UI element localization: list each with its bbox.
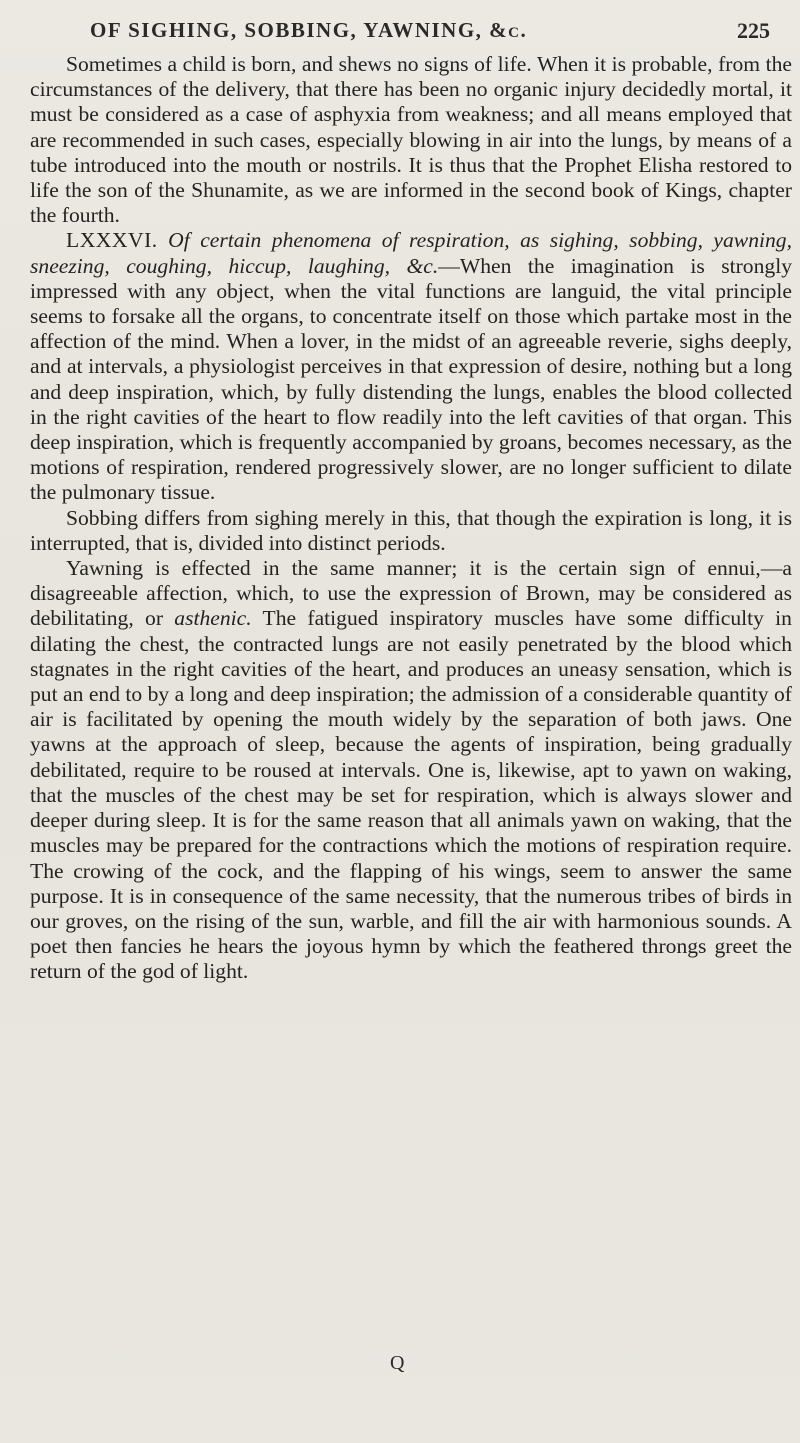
section-title: Of certain phenomena of respiration, as sighing, sobbing, yawning, sneezing, coughing, hiccup, laughing, &c. (30, 228, 792, 278)
paragraph-section-86 (30, 228, 792, 505)
page-number: 225 (737, 18, 770, 43)
paragraph-asphyxia: Sometimes a child is born, and shews no signs of life. When it is probable, from the circumstances of the delivery, that there has been no organic injury decidedly mortal, it must be considered as a case of asphyxia from weakness; and all means employed that are recommended in such cases, especially blowing in air into the lungs, by means of a tube introduced into the mouth or nostrils. It is thus that the Prophet Elisha restored to life the son of the Shunamite, as we are informed in the second book of Kings, chapter the fourth. (30, 52, 792, 228)
paragraph-yawning (30, 556, 792, 984)
section-text: —When the imagination is strongly impressed with any object, when the vital functions are languid, the vital principle seems to forsake all the organs, to concentrate itself on those which partake most in the affection of the mind. When a lover, in the midst of an agreeable reverie, sighs deeply, and at intervals, a physiologist perceives in that expression of desire, nothing but a long and deep inspiration, which, by fully distending the lungs, enables the blood collected in the right cavities of the heart to flow readily into the left cavities of that organ. This deep inspiration, which is frequently accompanied by groans, becomes necessary, as the motions of respiration, rendered progressively slower, are no longer sufficient to dilate the pulmonary tissue. (30, 253, 792, 505)
running-title: OF SIGHING, SOBBING, YAWNING, &c. (90, 18, 528, 42)
yawning-italic-term: asthenic. (174, 606, 252, 631)
section-number: LXXXVI. (66, 228, 158, 253)
yawning-text-a: Yawning is effected in the same manner; it is the certain sign of ennui,—a disagreeable affection, which, to use the expression of Brown, may be considered as debilitating, or (30, 556, 792, 631)
signature-mark: Q (390, 1352, 405, 1374)
paragraph-sobbing: Sobbing differs from sighing merely in this, that though the expiration is long, it is interrupted, that is, divided into distinct periods. (30, 505, 792, 555)
running-head (90, 16, 770, 46)
yawning-text-b: The fatigued inspiratory muscles have some difficulty in dilating the chest, the contracted lungs are not easily penetrated by the blood which stagnates in the right cavities of the heart, and produces an uneasy sensation, which is put an end to by a long and deep inspiration; the admission of a considerable quantity of air is facilitated by opening the mouth widely by the separation of both jaws. One yawns at the approach of sleep, because the agents of inspiration, being gradually debilitated, require to be roused at intervals. One is, likewise, apt to yawn on waking, that the muscles of the chest may be set for respiration, which is always slower and deeper during sleep. It is for the same reason that all animals yawn on waking, that the muscles may be prepared for the contractions which the motions of respiration require. The crowing of the cock, and the flapping of his wings, seem to answer the same purpose. It is in consequence of the same necessity, that the numerous tribes of birds in our groves, on the rising of the sun, warble, and fill the air with harmonious sounds. A poet then fancies he hears the joyous hymn by which the feathered throngs greet the return of the god of light. (30, 606, 792, 984)
body-text (30, 52, 792, 985)
